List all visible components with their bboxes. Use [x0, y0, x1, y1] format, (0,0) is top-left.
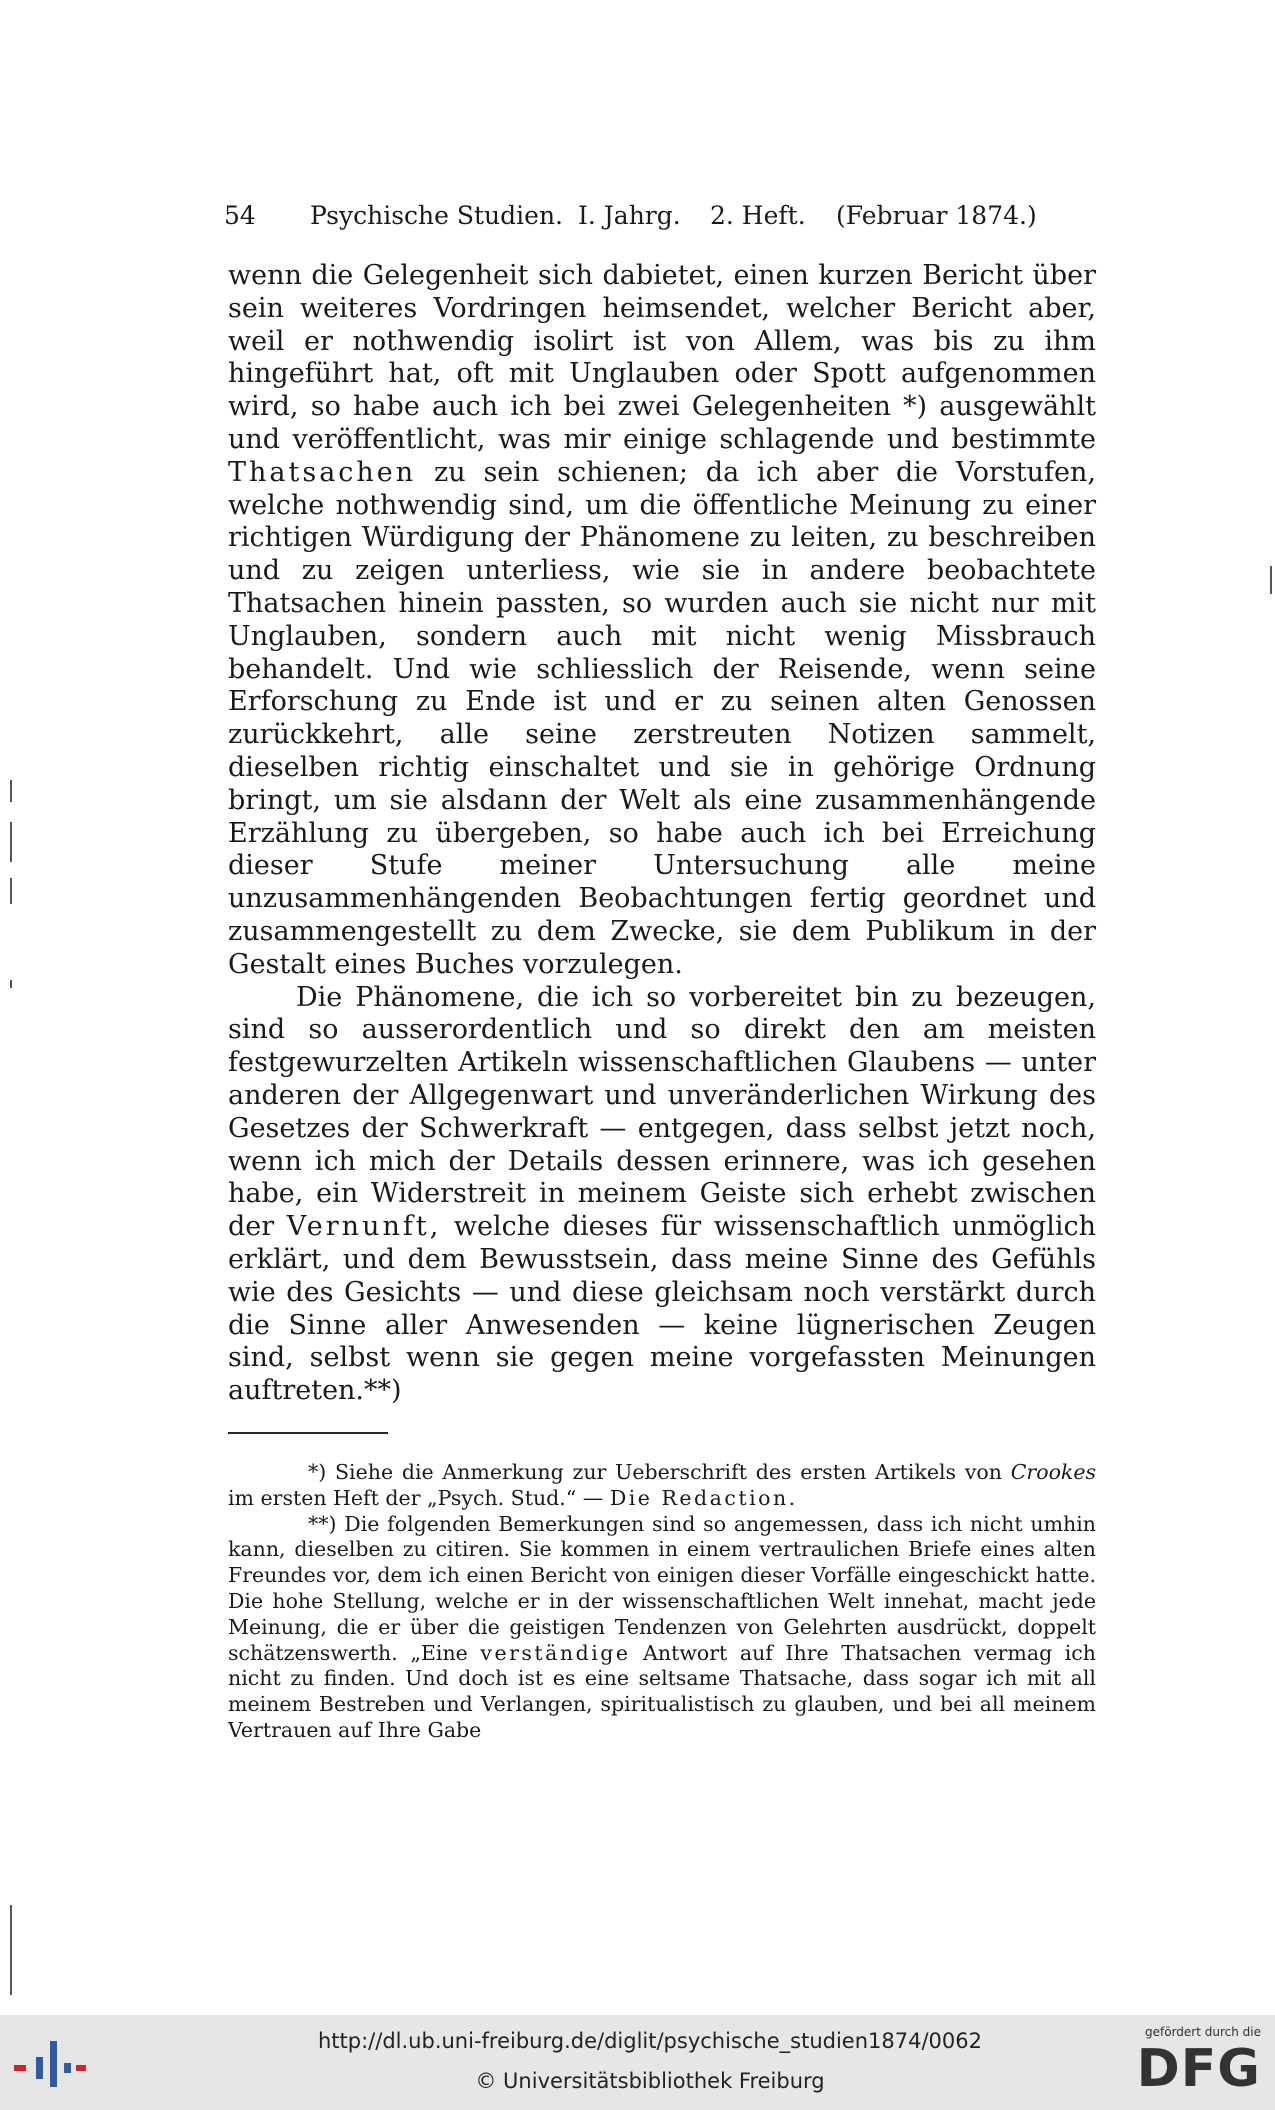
paragraph-1: wenn die Gelegenheit sich dabietet, einen kurzen Bericht über sein weiteres Vordringen heimsendet, welcher Bericht aber, weil er nothwendig isolirt ist von Allem, was bis zu ihm hingeführt hat, oft mit Unglauben oder Spott aufgenommen wird, so habe auch ich bei zwei Gelegenheiten *) ausgewählt und veröffentlicht, was mir einige schlagende und bestimmte Thatsachen zu sein schienen; da ich aber die Vorstufen, welche nothwendig sind, um die öffentliche Meinung zu einer richtigen Würdigung der Phänomene zu leiten, zu beschreiben und zu zeigen unterliess, wie sie in andere beobachtete Thatsachen hinein passten, so wurden auch sie nicht nur mit Unglauben, sondern auch mit nicht wenig Missbrauch behandelt. Und wie schliesslich der Reisende, wenn seine Erforschung zu Ende ist und er zu seinen alten Genossen zurückkehrt, alle seine zerstreuten Notizen sammelt, dieselben richtig einschaltet und sie in gehörige Ordnung bringt, um sie alsdann der Welt als eine zusammenhängende Erzählung zu übergeben, so habe auch ich bei Erreichung dieser Stufe meiner Untersuchung alle meine unzusammenhängenden Beobachtungen fertig geordnet und zusammengestellt zu dem Zwecke, sie dem Publikum in der Gestalt eines Buches vorzulegen. [228, 260, 1096, 980]
author-name: Crookes [1010, 1460, 1096, 1484]
copyright-notice: © Universitätsbibliothek Freiburg [475, 2069, 825, 2093]
footnote-1: *) Siehe die Anmerkung zur Ueberschrift des ersten Artikels von Crookes im ersten Heft der „Psych. Stud.“ — Die Redaction. [228, 1460, 1096, 1510]
main-text [228, 260, 1096, 1408]
scan-mark [1270, 566, 1272, 594]
scan-mark [10, 878, 12, 904]
scan-mark [10, 780, 12, 802]
footnotes [228, 1460, 1096, 1744]
library-logo-icon [10, 2035, 90, 2095]
document-url[interactable]: http://dl.ub.uni-freiburg.de/diglit/psychische_studien1874/0062 [318, 2029, 982, 2053]
editor-signature: Die Redaction. [609, 1485, 798, 1510]
footnote-2: **) Die folgenden Bemerkungen sind so angemessen, dass ich nicht umhin kann, dieselben zu citiren. Sie kommen in einem vertraulichen Briefe eines alten Freundes vor, dem ich einen Bericht von einigen dieser Vorfälle eingeschickt hatte. Die hohe Stellung, welche er in der wissenschaftlichen Welt innehat, macht jede Meinung, die er über die geistigen Tendenzen von Gelehrten ausdrückt, doppelt schätzenswerth. „Eine verständige Antwort auf Ihre Thatsachen vermag ich nicht zu finden. Und doch ist es eine seltsame Thatsache, dass sogar ich mit all meinem Bestreben und Verlangen, spiritualistisch zu glauben, und bei all meinem Vertrauen auf Ihre Gabe [228, 1511, 1096, 1742]
issue-date: (Februar 1874.) [836, 201, 1037, 230]
emphasis: Thatsachen [228, 456, 417, 488]
emphasis: verständige [480, 1640, 631, 1665]
paragraph-2: Die Phänomene, die ich so vorbereitet bin zu bezeugen, sind so ausserordentlich und so direkt den am meisten festgewurzelten Artikeln wissenschaftlichen Glaubens — unter anderen der Allgegenwart und unveränderlichen Wirkung des Gesetzes der Schwerkraft — entgegen, dass selbst jetzt noch, wenn ich mich der Details dessen erinnere, was ich gesehen habe, ein Widerstreit in meinem Geiste sich erhebt zwischen der Vernunft, welche dieses für wissenschaftlich unmöglich erklärt, und dem Bewusstsein, dass meine Sinne des Gefühls wie des Gesichts — und diese gleichsam noch verstärkt durch die Sinne aller Anwesenden — keine lügnerischen Zeugen sind, selbst wenn sie gegen meine vorgefassten Meinungen auftreten.**) [228, 981, 1096, 1407]
emphasis: Vernunft, [286, 1211, 442, 1243]
dfg-caption: gefördert durch die [1145, 2025, 1261, 2039]
issue-label: 2. Heft. [710, 201, 806, 230]
scan-mark [10, 980, 12, 988]
page-number: 54 [224, 201, 256, 230]
scan-mark [10, 1905, 12, 1995]
journal-title: Psychische Studien. [310, 201, 563, 230]
dfg-logo[interactable]: DFG [1136, 2039, 1261, 2099]
volume-label: I. Jahrg. [578, 201, 681, 230]
running-header [224, 196, 1094, 236]
viewer-footer [0, 2015, 1275, 2110]
footnote-divider [228, 1432, 388, 1434]
scan-mark [10, 822, 12, 862]
